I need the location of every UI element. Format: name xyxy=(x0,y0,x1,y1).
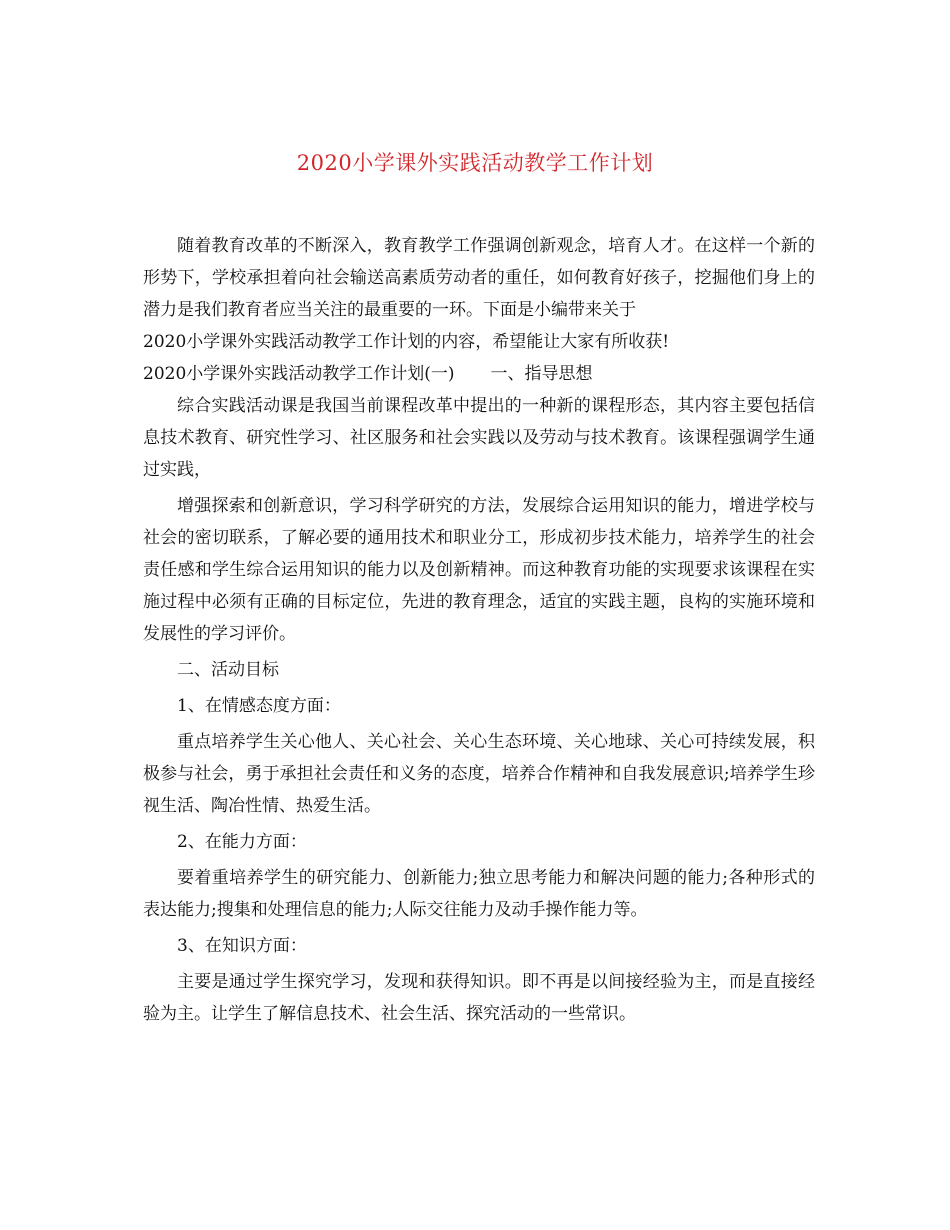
body-paragraph: 综合实践活动课是我国当前课程改革中提出的一种新的课程形态，其内容主要包括信息技术教育、研究性学习、社区服务和社会实践以及劳动与技术教育。该课程强调学生通过实践， xyxy=(143,396,815,480)
body-paragraph: 重点培养学生关心他人、关心社会、关心生态环境、关心地球、关心可持续发展，积极参与社会，勇于承担社会责任和义务的态度，培养合作精神和自我发展意识;培养学生珍视生活、陶冶性情、热爱生活。 xyxy=(143,732,815,816)
body-paragraph: 主要是通过学生探究学习，发现和获得知识。即不再是以间接经验为主，而是直接经验为主。让学生了解信息技术、社会生活、探究活动的一些常识。 xyxy=(143,972,815,1024)
plan-heading: 2020小学课外实践活动教学工作计划(一) xyxy=(143,364,455,384)
subheading-knowledge: 3、在知识方面： xyxy=(177,936,307,956)
subheading-emotion-attitude: 1、在情感态度方面： xyxy=(177,696,341,716)
plan-heading-line xyxy=(143,358,815,390)
intro-paragraph-continued: 2020小学课外实践活动教学工作计划的内容，希望能让大家有所收获! xyxy=(143,332,670,352)
section-heading-guiding-ideology: 一、指导思想 xyxy=(490,364,593,384)
body-paragraph: 要着重培养学生的研究能力、创新能力;独立思考能力和解决问题的能力;各种形式的表达能力;搜集和处理信息的能力;人际交往能力及动手操作能力等。 xyxy=(143,868,815,920)
intro-paragraph: 随着教育改革的不断深入，教育教学工作强调创新观念，培育人才。在这样一个新的形势下，学校承担着向社会输送高素质劳动者的重任，如何教育好孩子，挖掘他们身上的潜力是我们教育者应当关注的最重要的一环。下面是小编带来关于 xyxy=(143,236,815,320)
document-body xyxy=(143,230,815,1030)
section-heading-activity-goals: 二、活动目标 xyxy=(177,660,279,680)
document-title: 2020小学课外实践活动教学工作计划 xyxy=(296,151,654,175)
subheading-ability: 2、在能力方面： xyxy=(177,832,307,852)
body-paragraph: 增强探索和创新意识，学习科学研究的方法，发展综合运用知识的能力，增进学校与社会的密切联系，了解必要的通用技术和职业分工，形成初步技术能力，培养学生的社会责任感和学生综合运用知识的能力以及创新精神。而这种教育功能的实现要求该课程在实施过程中必须有正确的目标定位，先进的教育理念，适宜的实践主题，良构的实施环境和发展性的学习评价。 xyxy=(143,496,815,644)
